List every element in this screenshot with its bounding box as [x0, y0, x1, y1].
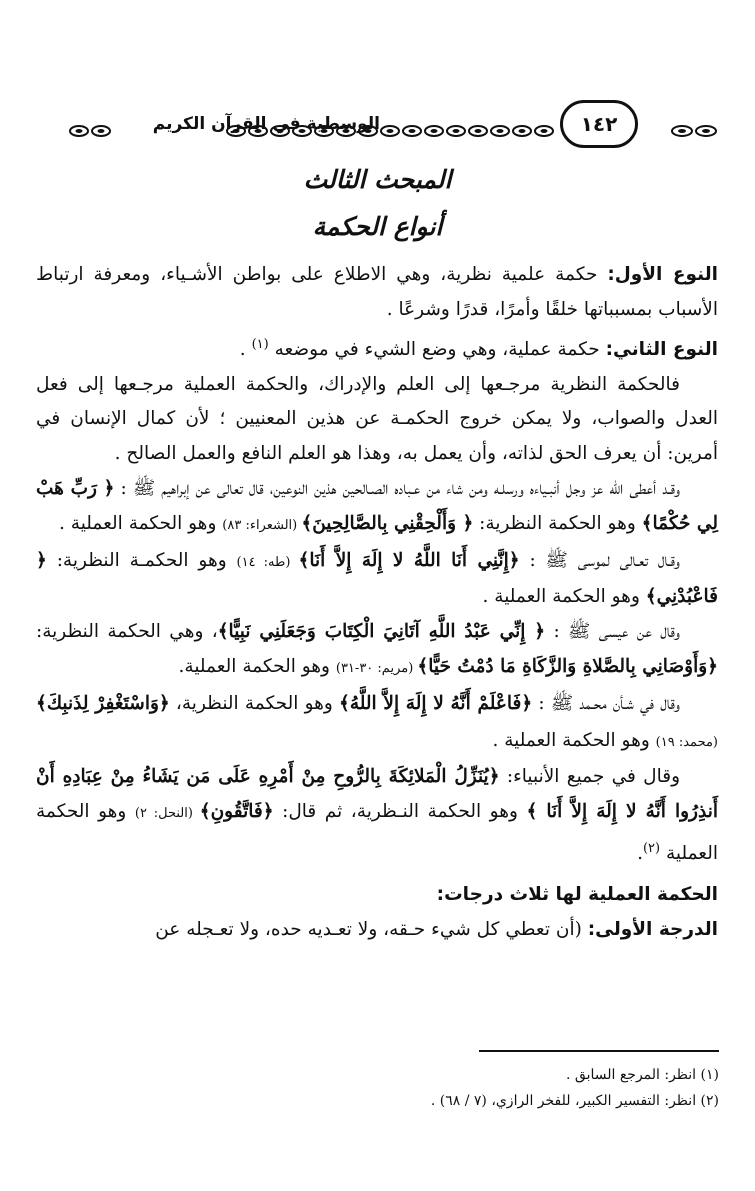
paragraph-isa: وقال عن عيسى ﷺ : ﴿ إِنِّي عَبْدُ اللَّهِ آتَانِيَ الْكِتَابَ وَجَعَلَنِي نَبِيًّا﴾، وهي الحكمة النظرية: ﴿وَأَوْصَانِي بِالصَّلاةِ وَالزَّكَاةِ مَا دُمْتُ حَيًّا﴾ (مريم: ٣٠-٣١) وهو الحكمة العملية.: [36, 621, 718, 677]
quran-quote: ﴿وَأَوْصَانِي بِالصَّلاةِ وَالزَّكَاةِ مَا دُمْتُ حَيًّا﴾: [417, 655, 718, 677]
paragraph-type-two: النوع الثاني: حكمة عملية، وهي وضع الشيء في موضعه $^{(١)}$ .: [239, 336, 718, 360]
quran-quote: ﴿ فَاعْبُدْنِي﴾: [36, 549, 718, 608]
section-subtitle: أنواع الحكمة: [312, 212, 443, 241]
paragraph-all-prophets: وقال في جميع الأنبياء: ﴿يُنَزِّلُ الْمَلائِكَةَ بِالرُّوحِ مِنْ أَمْرِهِ عَلَى مَن يَشَاءُ مِنْ عِبَادِهِ أَنْ أَنذِرُوا أَنَّهُ لا إِلَهَ إِلاَّ أَنَا ﴾ وهو الحكمة النـظرية، ثم قال: ﴿فَاتَّقُونِ﴾ (النحل: ٢) وهو الحكمة العملية $^{(٢)}$.: [36, 766, 718, 865]
footnote-1: (١) انظر: المرجع السابق .: [566, 1067, 719, 1083]
quran-quote: ﴿فَاعْلَمْ أَنَّهُ لا إِلَهَ إِلاَّ اللَّهُ﴾: [339, 692, 533, 714]
paragraph-type-one: النوع الأول: حكمة علمية نظرية، وهي الاطلاع على بواطن الأشـياء، ومعرفة ارتباط الأسباب بمسبباتها خلقًا وأمرًا، قدرًا وشرعًا .: [36, 264, 718, 320]
paragraph-first-degree: الدرجة الأولى: (أن تعطي كل شيء حـقه، ولا تعـديه حده، ولا تعـجله عن: [155, 918, 718, 940]
quran-quote: ﴿إِنَّنِي أَنَا اللَّهُ لا إِلَهَ إِلاَّ أَنَا﴾: [298, 549, 520, 571]
section-title: المبحث الثالث: [303, 165, 452, 194]
footnote-ref: (١): [251, 336, 269, 352]
quran-quote: ﴿ رَبِّ هَبْ لِي حُكْمًا﴾: [36, 477, 718, 534]
page-header: [30, 100, 720, 160]
footnote-ref: (٢): [642, 840, 661, 856]
verse-source: (الشعراء: ٨٣): [222, 517, 302, 533]
quran-quote: ﴿فَاتَّقُونِ﴾: [199, 801, 274, 823]
verse-source: (محمد: ١٩): [655, 734, 718, 750]
quran-quote: ﴿ إِنِّي عَبْدُ اللَّهِ آتَانِيَ الْكِتَابَ وَجَعَلَنِي نَبِيًّا﴾: [217, 621, 546, 643]
paragraph-muhammad: وقال في شـأن محـمد ﷺ : ﴿فَاعْلَمْ أَنَّهُ لا إِلَهَ إِلاَّ اللَّهُ﴾ وهو الحكمة النظرية، ﴿وَاسْتَغْفِرْ لِذَنبِكَ﴾ (محمد: ١٩) وهو الحكمة العملية .: [36, 692, 718, 751]
quran-quote: ﴿ وَأَلْحِقْنِي بِالصَّالِحِينَ﴾: [301, 512, 474, 534]
main-text: [36, 258, 718, 947]
footnote-divider: [479, 1050, 719, 1052]
verse-source: (مريم: ٣٠-٣١): [335, 660, 418, 676]
paragraph-ibrahim: وقـد أعطى الله عز وجل أنبـياءه ورسلـه ومن شاء من عـباده الصـالحين هذين النوعين، قال تعالى عن إبراهيم ﷺ : ﴿ رَبِّ هَبْ لِي حُكْمًا﴾ وهو الحكمة النظرية: ﴿ وَأَلْحِقْنِي بِالصَّالِحِينَ﴾ (الشعراء: ٨٣) وهو الحكمة العملية .: [36, 477, 718, 534]
verse-source: (النحل: ٢): [134, 806, 200, 822]
ornament-border-right: [670, 124, 720, 138]
page-number: ١٤٢: [560, 100, 638, 148]
quran-quote: ﴿يُنَزِّلُ الْمَلائِكَةَ بِالرُّوحِ مِنْ أَمْرِهِ عَلَى مَن يَشَاءُ مِنْ عِبَادِهِ أَنْ أَنذِرُوا أَنَّهُ لا إِلَهَ إِلاَّ أَنَا ﴾: [36, 766, 718, 823]
footnotes: [39, 1062, 719, 1114]
footnote-2: (٢) انظر: التفسير الكبير، للفخر الرازي، (٧ / ٦٨) .: [430, 1093, 719, 1109]
ornament-border-left: [68, 124, 128, 138]
paragraph-explanation: فالحكمة النظرية مرجـعها إلى العلم والإدراك، والحكمة العملية مرجـعها إلى فعل العدل والصواب، ولا يمكن خروج الحكمـة عن هذين المعنيين ؛ لأن كمال الإنسان في أمرين: أن يعرف الحق لذاته، وأن يعمل به، وهذا هو العلم النافع والعمل الصالح .: [36, 373, 718, 465]
verse-source: (طه: ١٤): [236, 554, 299, 570]
running-title: الوسطية في القرآن الكريم: [152, 114, 380, 134]
paragraph-musa: وقـال تعـالى لموسى ﷺ : ﴿إِنَّنِي أَنَا اللَّهُ لا إِلَهَ إِلاَّ أَنَا﴾ (طه: ١٤) وهو الحكمـة النظرية: ﴿ فَاعْبُدْنِي﴾ وهو الحكمة العملية .: [36, 549, 718, 608]
quran-quote: ﴿وَاسْتَغْفِرْ لِذَنبِكَ﴾: [36, 692, 170, 714]
subheading-degrees: الحكمة العملية لها ثلاث درجات:: [436, 883, 718, 905]
